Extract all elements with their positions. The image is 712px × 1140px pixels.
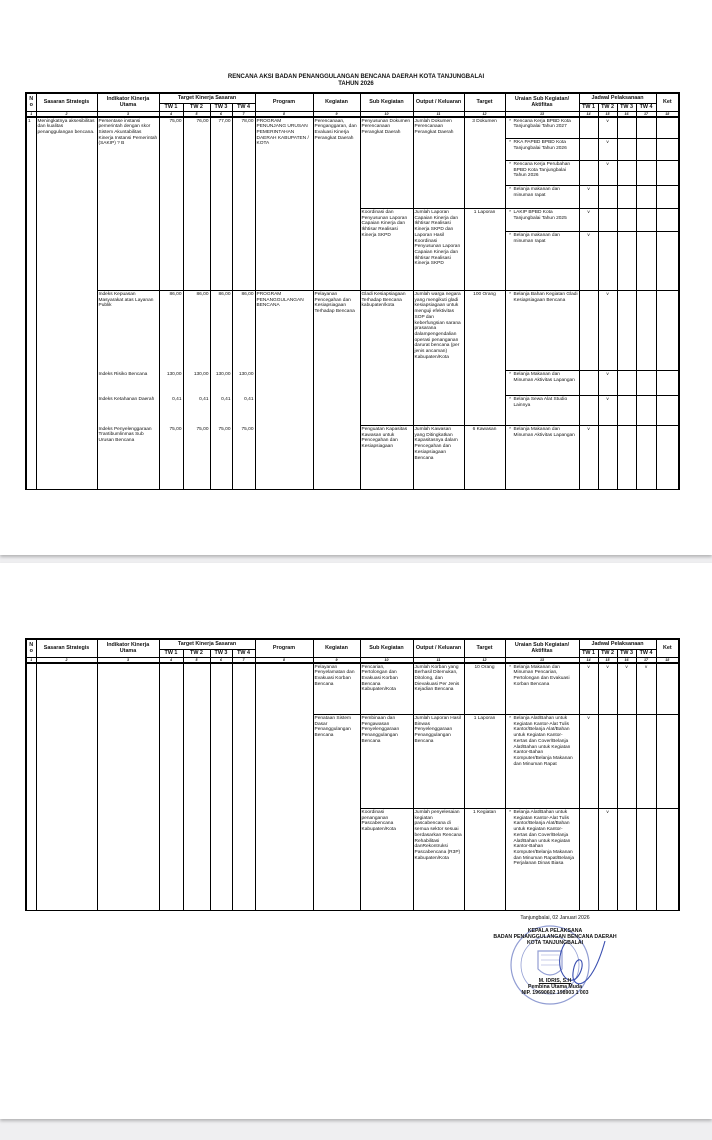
schedule-tw1-check: v <box>579 186 598 209</box>
activity-text: Belanja Makanan dan Minuman Aktivitas Lapangan <box>513 372 575 383</box>
col-header-tw1: TW 1 <box>579 103 598 111</box>
program <box>255 663 313 911</box>
indikator-kinerja: Persentase instansi pemerintah dengan skor Sistem Akuntabilitas Kinerja Instansi Pemerintah (SAKIP) ? B <box>97 117 159 291</box>
ket-cell <box>656 371 679 396</box>
bullet-icon: * <box>509 716 511 721</box>
schedule-tw3-check <box>617 186 636 209</box>
target: 3 Dokumen <box>464 117 505 209</box>
sub-kegiatan: Koordinasi penanganan Pascabencana Kabupaten/Kota <box>360 809 413 911</box>
schedule-tw4-check <box>636 291 656 371</box>
activity-text: Belanja Bahan Kegiatan Gladi Kesiapsiagaan Bencana <box>513 292 578 303</box>
target-tw3: 130,00 <box>210 371 232 396</box>
column-number: 6 <box>210 657 232 663</box>
ket-cell <box>656 809 679 911</box>
col-header-sasaran: Sasaran Strategis <box>36 93 97 111</box>
schedule-tw4-check <box>636 139 656 161</box>
row-number: 1 <box>26 117 36 490</box>
schedule-tw3-check <box>617 396 636 426</box>
col-header-tw2: TW 2 <box>183 649 210 657</box>
activity <box>505 291 579 371</box>
activity <box>505 663 579 715</box>
column-number: 10 <box>360 657 413 663</box>
table-row <box>26 117 679 139</box>
column-number: 18 <box>656 111 679 117</box>
bullet-icon: * <box>509 187 511 192</box>
col-header-program: Program <box>255 639 313 657</box>
col-header-indikator: Indikator Kinerja Utama <box>97 639 159 657</box>
column-number: 14 <box>579 657 598 663</box>
target: 6 Kawasan <box>464 426 505 490</box>
bullet-icon: * <box>509 162 511 167</box>
col-header-output: Output / Keluaran <box>413 93 464 111</box>
schedule-tw2-check: v <box>598 809 617 911</box>
output: Jumlah Korban yang Berhasil Ditemukan, Ditolong, dan Dievakuasi Per Jenis Kejadian Bencana <box>413 663 464 715</box>
target-tw2: 0,41 <box>183 396 210 426</box>
schedule-tw3-check <box>617 161 636 186</box>
document-page-1 <box>0 0 712 555</box>
kegiatan: Pelayanan Pencegahan dan Kesiapsiagaan Terhadap Bencana <box>313 291 360 490</box>
bullet-icon: * <box>509 233 511 238</box>
bullet-icon: * <box>509 210 511 215</box>
schedule-tw3-check <box>617 371 636 396</box>
col-header-tw1: TW 1 <box>159 103 183 111</box>
sub-kegiatan: Koordinasi dan Penyusunan Laporan Capaian Kinerja dan Ikhtisar Realisasi Kinerja SKPD <box>360 209 413 291</box>
target-tw1: 130,00 <box>159 371 183 396</box>
column-number: 4 <box>159 111 183 117</box>
program: PROGRAM PENANGGULANGAN BENCANA <box>255 291 313 490</box>
document-subtitle: TAHUN 2026 <box>338 81 374 87</box>
bullet-icon: * <box>509 427 511 432</box>
target-tw2: 76,00 <box>183 117 210 291</box>
col-header-uraian: Uraian Sub Kegiatan/ Aktifitas <box>505 639 579 657</box>
activity-text: Belanja Makanan dan Minuman Aktivitas Lapangan <box>513 427 575 438</box>
bullet-icon: * <box>509 372 511 377</box>
schedule-tw2-check <box>598 232 617 291</box>
target-tw4: 78,00 <box>232 117 255 291</box>
sub-kegiatan: Pencarian, Pertolongan dan Evakuasi Korban Bencana Kabupaten/Kota <box>360 663 413 715</box>
activity-text: Rencana Kerja Perubahan BPBD Kota Tanjungbalai Tahun 2026 <box>513 162 571 179</box>
schedule-tw2-check <box>598 209 617 232</box>
target-tw4: 75,00 <box>232 426 255 490</box>
col-header-kegiatan: Kegiatan <box>313 93 360 111</box>
sub-kegiatan: Pembinaan dan Pengawasan Penyelenggaraan Penanggulangan Bencana <box>360 715 413 809</box>
ket-cell <box>656 291 679 371</box>
schedule-tw1-check <box>579 396 598 426</box>
activity-text: Belanja Makanan dan Minuman Pencarian, Pertolongan dan Evakuasi Korban Bencana <box>513 664 570 687</box>
schedule-tw4-check <box>636 209 656 232</box>
col-header-target: Target <box>464 93 505 111</box>
col-header-tw2: TW 2 <box>598 103 617 111</box>
schedule-tw2-check <box>598 715 617 809</box>
ket-cell <box>656 139 679 161</box>
target-tw2 <box>183 663 210 911</box>
activity <box>505 117 579 139</box>
activity-text: Belanja makanan dan minuman rapat <box>513 233 560 244</box>
column-number: 12 <box>464 111 505 117</box>
column-number: 17 <box>636 111 656 117</box>
target-tw1: 0,41 <box>159 396 183 426</box>
column-number: 12 <box>464 657 505 663</box>
sub-kegiatan: Gladi Kesiapsiagaan Terhadap Bencana kabupaten/kota <box>360 291 413 426</box>
col-header-kegiatan: Kegiatan <box>313 639 360 657</box>
activity <box>505 396 579 426</box>
ket-cell <box>656 715 679 809</box>
output: Jumlah penyelesaian kegiatan pascabencana di semua sektor sesuai berdasarkan Rencana Rehabilitasi danRekontruksi Pascabencana (R3P) Kabupaten/Kota <box>413 809 464 911</box>
col-header-tw1: TW 1 <box>579 649 598 657</box>
bullet-icon: * <box>509 664 511 670</box>
schedule-tw2-check <box>598 186 617 209</box>
ket-cell <box>656 209 679 232</box>
col-header-sub-kegiatan: Sub Kegiatan <box>360 93 413 111</box>
col-header-tw3: TW 3 <box>617 649 636 657</box>
column-number: 5 <box>183 657 210 663</box>
column-number: 14 <box>579 111 598 117</box>
signatory-name: M. IDRIS, S.H <box>538 978 572 984</box>
activity <box>505 186 579 209</box>
activity-text: Belanja Alat/Bahan untuk Kegiatan Kantor-Alat Tulis Kantor/Belanja Alat/Bahan untuk Kegiatan Kantor- Kertas dan Cover/Belanja Alat/Bahan untuk Kegiatan Kantor-Bahan Komputer/Belanja Makanan dan Minuman Rapat/Belanja Perjalanan Dinas Biasa <box>513 810 575 867</box>
target-tw1 <box>159 663 183 911</box>
ket-cell <box>656 161 679 186</box>
indikator-kinerja: Indeks Kepuasan Masyarakat atas Layanan Publik <box>97 291 159 371</box>
sub-kegiatan: Penguatan Kapasitas Kawasan untuk Pencegahan dan Kesiapsiagaan <box>360 426 413 490</box>
column-number: 7 <box>232 111 255 117</box>
document-title: RENCANA AKSI BADAN PENANGGULANGAN BENCANA DAERAH KOTA TANJUNGBALAI <box>227 74 485 80</box>
kegiatan: Perencanaan, Penganggaran, dan Evaluasi Kinerja Perangkat Daerah <box>313 117 360 291</box>
target: 1 Kegiatan <box>464 809 505 911</box>
col-header-target-kinerja: Target Kinerja Sasaran <box>159 639 255 649</box>
schedule-tw2-check: v <box>598 291 617 371</box>
schedule-tw1-check <box>579 117 598 139</box>
col-header-tw3: TW 3 <box>617 103 636 111</box>
signatory-position: KEPALA PELAKSANA <box>527 928 583 934</box>
action-plan-table-page-1 <box>25 92 680 490</box>
activity <box>505 809 579 911</box>
col-header-no: No <box>26 93 36 111</box>
schedule-tw3-check <box>617 809 636 911</box>
signatory-nip: NIP. 19690602 198903 1 003 <box>521 990 589 996</box>
target-tw1: 75,00 <box>159 117 183 291</box>
activity <box>505 232 579 291</box>
schedule-tw1-check <box>579 809 598 911</box>
ket-cell <box>656 663 679 715</box>
schedule-tw2-check <box>598 426 617 490</box>
col-header-ket: Ket <box>656 639 679 657</box>
schedule-tw2-check: v <box>598 139 617 161</box>
schedule-tw2-check: v <box>598 161 617 186</box>
schedule-tw2-check: v <box>598 371 617 396</box>
target-tw1: 86,00 <box>159 291 183 371</box>
column-number: 15 <box>598 657 617 663</box>
output: Jumlah Kawasan yang Ditingkatkan Kapasitasnya dalam Pencegahan dan Kesiapsiagaan Bencana <box>413 426 464 490</box>
target-tw1: 75,00 <box>159 426 183 490</box>
schedule-tw1-check <box>579 291 598 371</box>
program: PROGRAM PENUNJANG URUSAN PEMERINTAHAN DAERAH KABUPATEN / KOTA <box>255 117 313 291</box>
target: 10 Orang <box>464 663 505 715</box>
schedule-tw4-check <box>636 186 656 209</box>
document-page-2 <box>0 563 712 1119</box>
col-header-program: Program <box>255 93 313 111</box>
ket-cell <box>656 396 679 426</box>
activity <box>505 426 579 490</box>
target-tw2: 75,00 <box>183 426 210 490</box>
schedule-tw1-check: v <box>579 209 598 232</box>
schedule-tw3-check: v <box>617 663 636 715</box>
column-number: 1 <box>26 657 36 663</box>
kegiatan: Pelayanan Penyelamatan dan Evakuasi Korban Bencana <box>313 663 360 715</box>
output: Jumlah Laporan Hasil Binwas Penyelenggaraan Penanggulangan Bencana <box>413 715 464 809</box>
column-number: 13 <box>505 111 579 117</box>
bullet-icon: * <box>509 810 511 815</box>
schedule-tw4-check <box>636 371 656 396</box>
column-number: 1 <box>26 111 36 117</box>
schedule-tw3-check <box>617 139 636 161</box>
schedule-tw1-check <box>579 161 598 186</box>
signatory-agency: BADAN PENANGGULANGAN BENCANA DAERAH <box>493 934 617 940</box>
column-number: 18 <box>656 657 679 663</box>
target-tw3: 86,00 <box>210 291 232 371</box>
indikator-kinerja: Indeks Penyelenggaraan Trantibumlinmas Sub Urusan Bencana <box>97 426 159 490</box>
indikator-kinerja: Indeks Ketahanan Daerah <box>97 396 159 426</box>
schedule-tw4-check <box>636 715 656 809</box>
ket-cell <box>656 232 679 291</box>
col-header-sasaran: Sasaran Strategis <box>36 639 97 657</box>
col-header-target-kinerja: Target Kinerja Sasaran <box>159 93 255 103</box>
schedule-tw3-check <box>617 715 636 809</box>
indikator-kinerja <box>97 663 159 911</box>
schedule-tw3-check <box>617 209 636 232</box>
target-tw3 <box>210 663 232 911</box>
col-header-tw4: TW 4 <box>636 649 656 657</box>
activity-text: RKA PAPBD BPBD Kota Tanjungbalai Tahun 2026 <box>513 140 567 151</box>
sasaran-strategis: Meningkatnya aksesibilitas dan kualitas penanggulangan bencana. <box>36 117 97 490</box>
schedule-tw4-check <box>636 161 656 186</box>
schedule-tw4-check: v <box>636 663 656 715</box>
schedule-tw4-check <box>636 426 656 490</box>
column-number: 11 <box>413 111 464 117</box>
kegiatan: Penataan Sistem Dasar Penanggulangan Bencana <box>313 715 360 911</box>
column-number: 6 <box>210 111 232 117</box>
column-number: 2 <box>36 111 97 117</box>
col-header-tw3: TW 3 <box>210 103 232 111</box>
activity-text: LAKIP BPBD Kota Tanjungbalai Tahun 2025 <box>513 210 567 221</box>
col-header-sub-kegiatan: Sub Kegiatan <box>360 639 413 657</box>
activity-text: Rencana Kerja BPBD Kota Tanjungbalai Tahun 2027 <box>513 118 571 130</box>
column-number: 2 <box>36 657 97 663</box>
activity <box>505 161 579 186</box>
schedule-tw4-check <box>636 396 656 426</box>
col-header-jadwal: Jadwal Pelaksanaan <box>579 639 656 649</box>
schedule-tw1-check <box>579 371 598 396</box>
column-number: 13 <box>505 657 579 663</box>
bullet-icon: * <box>509 292 511 297</box>
signatory-city: KOTA TANJUNGBALAI <box>526 940 584 946</box>
target: 1 Laporan <box>464 209 505 291</box>
indikator-kinerja: Indeks Risiko Bencana <box>97 371 159 396</box>
schedule-tw1-check <box>579 139 598 161</box>
table-row <box>26 663 679 715</box>
column-number: 3 <box>97 657 159 663</box>
target-tw3: 77,00 <box>210 117 232 291</box>
sasaran-strategis <box>36 663 97 911</box>
col-header-tw4: TW 4 <box>636 103 656 111</box>
column-number: 8 <box>255 111 313 117</box>
table-row <box>26 291 679 371</box>
output: Jumlah warga negara yang mengikuti gladi kesiapsiagaan untuk menguji efektivitas SOP dan keberfungsian sarana prasarana dalampengendalian operasi penanganan darurat bencana (per jenis ancaman) Kabupaten/Kota <box>413 291 464 426</box>
activity-text: Belanja makanan dan minuman rapat <box>513 187 560 198</box>
column-number: 4 <box>159 657 183 663</box>
output: Jumlah Laporan Capaian Kinerja dan Ikhtisar Realisasi Kinerja SKPD dan Laporan Hasil Koordinasi Penyusunan Laporan Capaian Kinerja dan Ikhtisar Realisasi Kinerja SKPD <box>413 209 464 291</box>
schedule-tw4-check <box>636 232 656 291</box>
schedule-tw2-check: v <box>598 396 617 426</box>
col-header-jadwal: Jadwal Pelaksanaan <box>579 93 656 103</box>
ket-cell <box>656 117 679 139</box>
schedule-tw1-check: v <box>579 663 598 715</box>
col-header-tw4: TW 4 <box>232 103 255 111</box>
ket-cell <box>656 186 679 209</box>
target-tw3: 0,41 <box>210 396 232 426</box>
column-number: 9 <box>313 111 360 117</box>
action-plan-table-page-2 <box>25 638 680 911</box>
signature-block <box>430 915 680 996</box>
activity-text: Belanja Sewa Alat Studio Lainnya <box>513 397 568 408</box>
col-header-tw1: TW 1 <box>159 649 183 657</box>
col-header-ket: Ket <box>656 93 679 111</box>
target-tw2: 86,00 <box>183 291 210 371</box>
col-header-tw4: TW 4 <box>232 649 255 657</box>
signatory-rank: Pembina Utama Muda <box>528 984 582 990</box>
column-number: 16 <box>617 657 636 663</box>
schedule-tw4-check <box>636 117 656 139</box>
target-tw4 <box>232 663 255 911</box>
activity <box>505 371 579 396</box>
schedule-tw3-check <box>617 291 636 371</box>
schedule-tw2-check: v <box>598 663 617 715</box>
column-number: 9 <box>313 657 360 663</box>
schedule-tw3-check <box>617 232 636 291</box>
activity <box>505 715 579 809</box>
column-number: 5 <box>183 111 210 117</box>
bullet-icon: * <box>509 397 511 402</box>
target-tw4: 0,41 <box>232 396 255 426</box>
schedule-tw3-check <box>617 426 636 490</box>
col-header-tw2: TW 2 <box>598 649 617 657</box>
schedule-tw1-check: v <box>579 715 598 809</box>
col-header-uraian: Uraian Sub Kegiatan/ Aktifitas <box>505 93 579 111</box>
col-header-tw3: TW 3 <box>210 649 232 657</box>
bullet-icon: * <box>509 118 511 124</box>
target-tw3: 75,00 <box>210 426 232 490</box>
schedule-tw3-check <box>617 117 636 139</box>
activity-text: Belanja Alat/Bahan untuk Kegiatan Kantor-Alat Tulis Kantor/Belanja Alat/Bahan untuk Kegiatan Kantor- Kertas dan Cover/Belanja Alat/Bahan untuk Kegiatan Kantor-Bahan Komputer/Belanja Makanan dan Minuman Rapat <box>513 716 573 767</box>
column-number: 7 <box>232 657 255 663</box>
column-number: 15 <box>598 111 617 117</box>
activity <box>505 139 579 161</box>
target-tw4: 130,00 <box>232 371 255 396</box>
output: Jumlah Dokumen Perencanaan Perangkat Daerah <box>413 117 464 209</box>
row-number <box>26 663 36 911</box>
column-number: 11 <box>413 657 464 663</box>
column-number: 3 <box>97 111 159 117</box>
target-tw2: 130,00 <box>183 371 210 396</box>
sub-kegiatan: Penyusunan Dokumen Perencanaan Perangkat Daerah <box>360 117 413 209</box>
target: 1 Laporan <box>464 715 505 809</box>
schedule-tw1-check: v <box>579 232 598 291</box>
col-header-target: Target <box>464 639 505 657</box>
target-tw4: 86,00 <box>232 291 255 371</box>
schedule-tw2-check: v <box>598 117 617 139</box>
place-date: Tanjungbalai, 02 Januari 2026 <box>520 915 590 921</box>
col-header-tw2: TW 2 <box>183 103 210 111</box>
column-number: 8 <box>255 657 313 663</box>
schedule-tw4-check <box>636 809 656 911</box>
column-number: 17 <box>636 657 656 663</box>
bullet-icon: * <box>509 140 511 145</box>
activity <box>505 209 579 232</box>
ket-cell <box>656 426 679 490</box>
column-number: 10 <box>360 111 413 117</box>
column-number: 16 <box>617 111 636 117</box>
col-header-no: No <box>26 639 36 657</box>
col-header-output: Output / Keluaran <box>413 639 464 657</box>
target: 100 Orang <box>464 291 505 426</box>
schedule-tw1-check: v <box>579 426 598 490</box>
col-header-indikator: Indikator Kinerja Utama <box>97 93 159 111</box>
